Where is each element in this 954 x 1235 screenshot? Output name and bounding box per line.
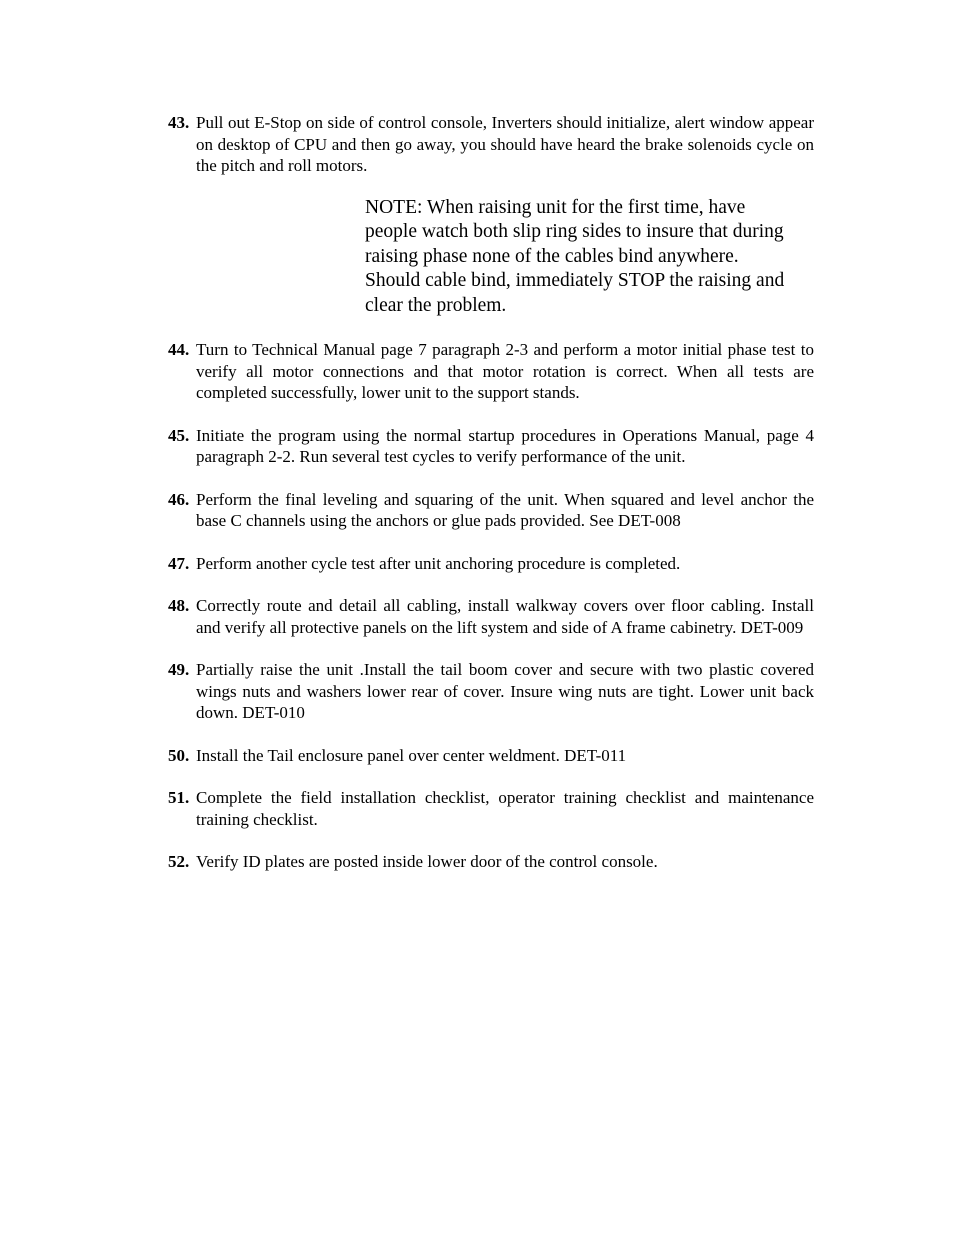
item-number: 48. — [168, 596, 190, 615]
item-text: Perform the final leveling and squaring of the unit. When squared and level anchor the base C channels using the anchors or glue pads provided. See DET-008 — [196, 489, 814, 530]
list-item — [168, 489, 814, 532]
item-text: Install the Tail enclosure panel over center weldment. DET-011 — [196, 745, 627, 765]
item-number: 44. — [168, 340, 190, 359]
list-item — [168, 851, 814, 873]
list-item — [168, 425, 814, 468]
item-number: 43. — [168, 113, 190, 132]
note-block: NOTE: When raising unit for the first time, have people watch both slip ring sides to insure that during raising phase none of the cables bind anywhere. Should cable bind, immediately STOP the raising and clear the problem. — [365, 196, 785, 316]
item-text: Turn to Technical Manual page 7 paragraph 2-3 and perform a motor initial phase test to verify all motor connections and that motor rotation is correct. When all tests are completed successfully, lower unit to the support stands. — [196, 340, 814, 402]
item-number: 45. — [168, 425, 190, 445]
instruction-list — [168, 112, 814, 894]
item-text: Complete the field installation checklist, operator training checklist and maintenance training checklist. — [196, 788, 814, 829]
item-text: Partially raise the unit .Install the tail boom cover and secure with two plastic covered wings nuts and washers lower rear of cover. Insure wing nuts are tight. Lower unit back down. DET-010 — [196, 660, 814, 722]
item-text: Initiate the program using the normal startup procedures in Operations Manual, page 4 paragraph 2-2. Run several test cycles to verify performance of the unit. — [196, 425, 814, 466]
item-number: 50. — [168, 745, 190, 765]
item-text: Perform another cycle test after unit anchoring procedure is completed. — [196, 553, 681, 573]
item-number: 46. — [168, 489, 190, 509]
list-item — [168, 112, 814, 177]
list-item — [168, 745, 814, 767]
item-number: 47. — [168, 553, 190, 573]
list-item — [168, 659, 814, 724]
item-number: 49. — [168, 660, 190, 679]
item-text: Pull out E-Stop on side of control console, Inverters should initialize, alert window appear on desktop of CPU and then go away, you should have heard the brake solenoids cycle on the pitch and roll motors. — [196, 113, 814, 175]
item-number: 52. — [168, 852, 190, 871]
list-item — [168, 553, 814, 575]
list-item — [168, 339, 814, 404]
item-text: Verify ID plates are posted inside lower door of the control console. — [196, 852, 658, 871]
list-item — [168, 595, 814, 638]
item-number: 51. — [168, 788, 190, 807]
item-text: Correctly route and detail all cabling, install walkway covers over floor cabling. Install and verify all protective panels on the lift system and side of A frame cabinetry. DET-009 — [196, 596, 814, 637]
list-item — [168, 787, 814, 830]
